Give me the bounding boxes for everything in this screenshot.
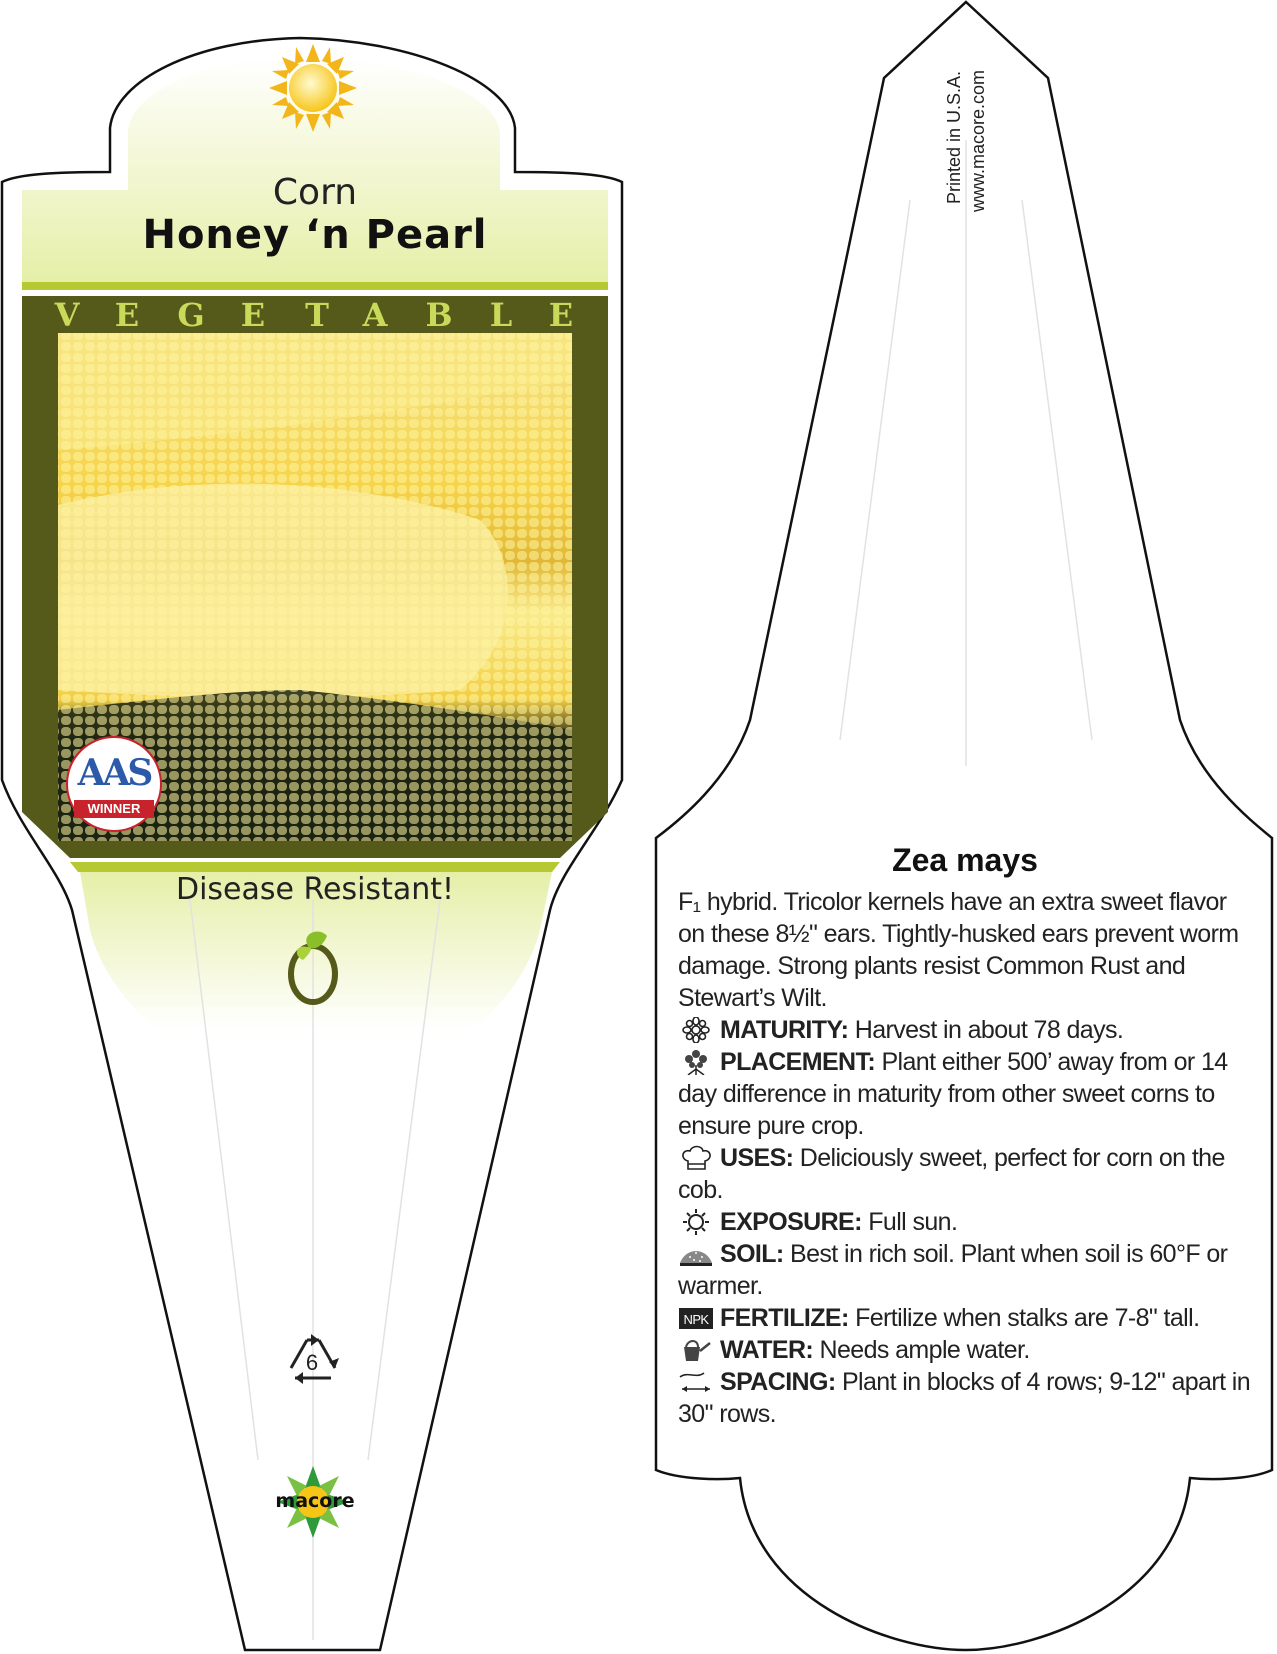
row-label: USES: [720, 1144, 794, 1172]
row-text: Needs ample water. [819, 1336, 1030, 1364]
row-text: Best in rich soil. Plant when soil is 60°F or warmer. [678, 1240, 1228, 1300]
row-label: MATURITY: [720, 1016, 849, 1044]
row-text: Plant either 500’ away from or 14 day difference in maturity from other sweet corns to ensure pure crop. [678, 1048, 1228, 1140]
category-letter: T [305, 296, 329, 334]
scientific-name: Zea mays [892, 842, 1038, 878]
row-label: SPACING: [720, 1368, 836, 1396]
recycle-code: 6 [305, 1350, 319, 1375]
row-text: Harvest in about 78 days. [854, 1016, 1124, 1044]
category-letter: A [362, 296, 388, 334]
row-label: FERTILIZE: [720, 1304, 849, 1332]
feature-headline: Disease Resistant! [175, 872, 455, 907]
soil-mound-icon [678, 1241, 714, 1267]
front-tag [2, 38, 622, 1650]
spacing-row [678, 1366, 1256, 1430]
sun-outline-icon [678, 1209, 714, 1235]
website-text: www.macore.com [968, 69, 988, 212]
category-letter: E [548, 296, 574, 334]
flower-icon [678, 1017, 714, 1043]
row-label: EXPOSURE: [720, 1208, 862, 1236]
flower-bunch-icon [678, 1049, 714, 1075]
row-text: Plant in blocks of 4 rows; 9-12" apart in 30" rows. [678, 1368, 1251, 1428]
soil-row [678, 1238, 1256, 1302]
chef-hat-icon [678, 1145, 714, 1171]
variety-name: Honey ‘n Pearl [142, 212, 488, 258]
aas-logo-text: AAS [77, 752, 151, 794]
placement-row [678, 1046, 1256, 1142]
plant-type: Corn [272, 172, 358, 213]
spacing-arrows-icon [678, 1369, 714, 1395]
aas-winner-label: WINNER [74, 800, 154, 818]
maturity-row [678, 1014, 1256, 1046]
watering-can-icon [678, 1337, 714, 1363]
category-letter: V [54, 296, 80, 334]
category-letter: G [177, 296, 205, 334]
printed-in-text: Printed in U.S.A. [944, 70, 964, 204]
row-label: PLACEMENT: [720, 1048, 876, 1076]
sun-icon [269, 44, 357, 132]
category-letter: B [425, 296, 453, 334]
category-letter: E [240, 296, 266, 334]
exposure-row [678, 1206, 1256, 1238]
brand-logo-text: macore [275, 1490, 355, 1512]
category-letter: E [114, 296, 140, 334]
uses-row [678, 1142, 1256, 1206]
svg-text:NPK: NPK [683, 1312, 709, 1327]
care-info [678, 886, 1256, 1430]
row-text: Full sun. [868, 1208, 958, 1236]
category-letter: L [489, 296, 513, 334]
water-row [678, 1334, 1256, 1366]
fertilize-row [678, 1302, 1256, 1334]
row-text: Deliciously sweet, perfect for corn on the cob. [678, 1144, 1225, 1204]
description: F₁ hybrid. Tricolor kernels have an extra sweet flavor on these 8½" ears. Tightly-husked ears prevent worm damage. Strong plants resist Common Rust and Stewart’s Wilt. [678, 888, 1239, 1012]
row-label: SOIL: [720, 1240, 784, 1268]
row-text: Fertilize when stalks are 7-8" tall. [855, 1304, 1200, 1332]
npk-icon [678, 1305, 714, 1331]
row-label: WATER: [720, 1336, 814, 1364]
